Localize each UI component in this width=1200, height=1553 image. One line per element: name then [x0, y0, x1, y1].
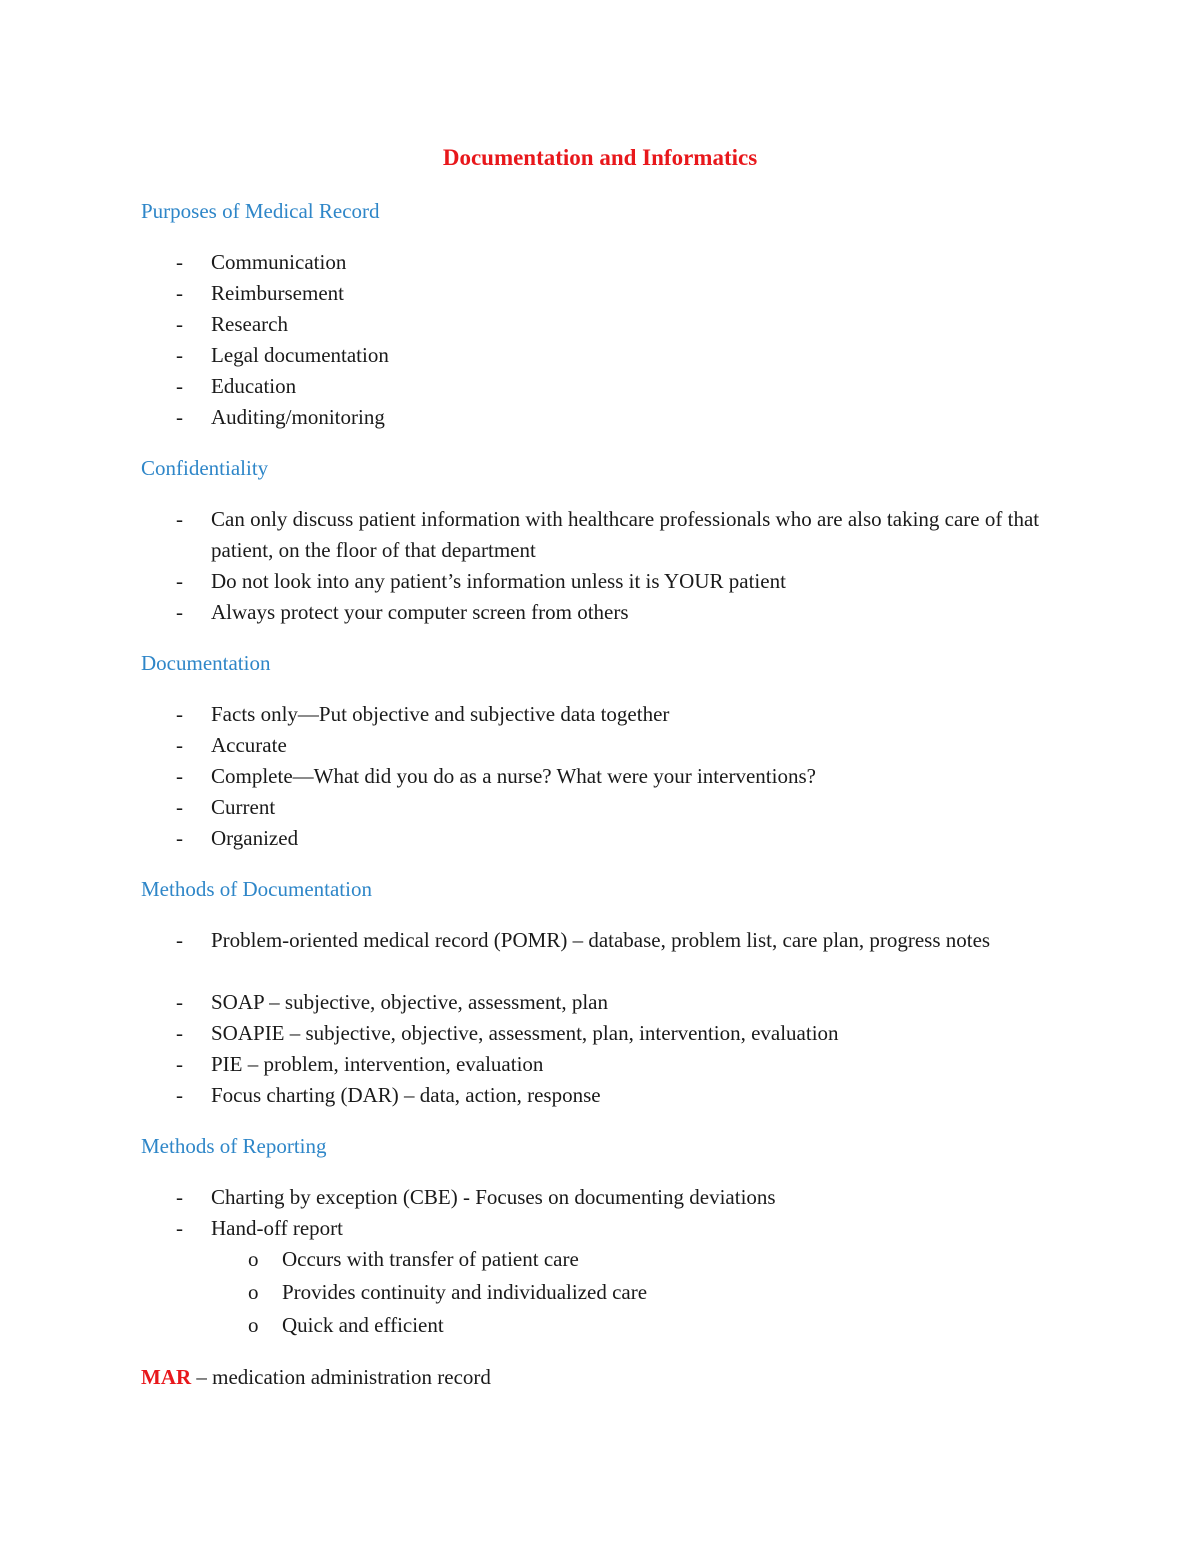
section-heading-purposes: Purposes of Medical Record: [141, 199, 380, 223]
list-item-text: Accurate: [211, 733, 287, 757]
list-item: [176, 340, 1056, 371]
list-dash: -: [176, 250, 183, 274]
list-dash: -: [176, 1052, 183, 1076]
list-item: [176, 504, 1056, 566]
list-item-text: Legal documentation: [211, 343, 389, 367]
list-item: [176, 1049, 1056, 1080]
list-item: [176, 730, 1056, 761]
list-dash: -: [176, 600, 183, 624]
list-item-text: Problem-oriented medical record (POMR) – database, problem list, care plan, progress notes: [211, 928, 991, 952]
list-dash: -: [176, 702, 183, 726]
list-dash: -: [176, 795, 183, 819]
list-item: [176, 402, 1056, 433]
sub-list-item-text: Quick and efficient: [282, 1313, 444, 1337]
list-dash: -: [176, 405, 183, 429]
list-item: [176, 309, 1056, 340]
list-item: [176, 597, 1056, 628]
sub-list-item: [248, 1243, 1048, 1276]
mar-label: MAR: [141, 1365, 192, 1389]
list-dash: -: [176, 764, 183, 788]
list-item-text: Current: [211, 795, 276, 819]
list-dash: -: [176, 1021, 183, 1045]
sub-bullet: o: [248, 1247, 259, 1271]
list-item-text: Communication: [211, 250, 347, 274]
list-item-text: Do not look into any patient’s information unless it is YOUR patient: [211, 569, 786, 593]
sub-bullet: o: [248, 1280, 259, 1304]
sub-list-item: [248, 1276, 1048, 1309]
mar-definition: [141, 1362, 491, 1392]
list-item-text: Education: [211, 374, 297, 398]
list-item: [176, 699, 1056, 730]
list-item-text: Charting by exception (CBE) - Focuses on documenting deviations: [211, 1185, 776, 1209]
list-dash: -: [176, 928, 183, 952]
document-title: Documentation and Informatics: [442, 145, 758, 170]
list-dash: -: [176, 1083, 183, 1107]
list-item-text: Auditing/monitoring: [211, 405, 385, 429]
list-item-text: Research: [211, 312, 288, 336]
list-dash: -: [176, 281, 183, 305]
mar-text: – medication administration record: [191, 1365, 491, 1389]
list-item: [176, 987, 1056, 1018]
section-heading-methods-documentation: Methods of Documentation: [141, 877, 372, 901]
list-item: [176, 1080, 1056, 1111]
list-item-text: Focus charting (DAR) – data, action, response: [211, 1083, 601, 1107]
list-item-text: Can only discuss patient information with healthcare professionals who are also taking care of that patient, on the floor of that department: [211, 507, 1040, 562]
list-dash: -: [176, 507, 183, 531]
sub-list-item: [248, 1309, 1048, 1342]
section-heading-documentation: Documentation: [141, 651, 271, 675]
sub-bullet: o: [248, 1313, 259, 1337]
list-dash: -: [176, 826, 183, 850]
list-dash: -: [176, 569, 183, 593]
list-item: [176, 278, 1056, 309]
list-dash: -: [176, 990, 183, 1014]
list-item-text: Complete—What did you do as a nurse? What were your interventions?: [211, 764, 816, 788]
list-dash: -: [176, 374, 183, 398]
list-item: [176, 792, 1056, 823]
list-item-text: Organized: [211, 826, 299, 850]
list-dash: -: [176, 1185, 183, 1209]
list-item-text: Reimbursement: [211, 281, 344, 305]
list-dash: -: [176, 312, 183, 336]
list-dash: -: [176, 733, 183, 757]
sub-list-item-text: Occurs with transfer of patient care: [282, 1247, 579, 1271]
list-item-text: Always protect your computer screen from others: [211, 600, 629, 624]
list-item-text: Hand-off report: [211, 1216, 343, 1240]
list-item: [176, 1018, 1056, 1049]
section-heading-confidentiality: Confidentiality: [141, 456, 269, 480]
list-item: [176, 925, 1056, 956]
list-item: [176, 371, 1056, 402]
list-item: [176, 761, 1056, 792]
list-dash: -: [176, 343, 183, 367]
list-item: [176, 1213, 1056, 1244]
list-dash: -: [176, 1216, 183, 1240]
list-item: [176, 247, 1056, 278]
list-item: [176, 1182, 1056, 1213]
list-item-text: SOAPIE – subjective, objective, assessment, plan, intervention, evaluation: [211, 1021, 839, 1045]
list-item: [176, 823, 1056, 854]
section-heading-methods-reporting: Methods of Reporting: [141, 1134, 327, 1158]
list-item: [176, 566, 1056, 597]
list-item-text: SOAP – subjective, objective, assessment, plan: [211, 990, 608, 1014]
list-item-text: Facts only—Put objective and subjective data together: [211, 702, 670, 726]
sub-list-item-text: Provides continuity and individualized care: [282, 1280, 648, 1304]
list-item-text: PIE – problem, intervention, evaluation: [211, 1052, 544, 1076]
